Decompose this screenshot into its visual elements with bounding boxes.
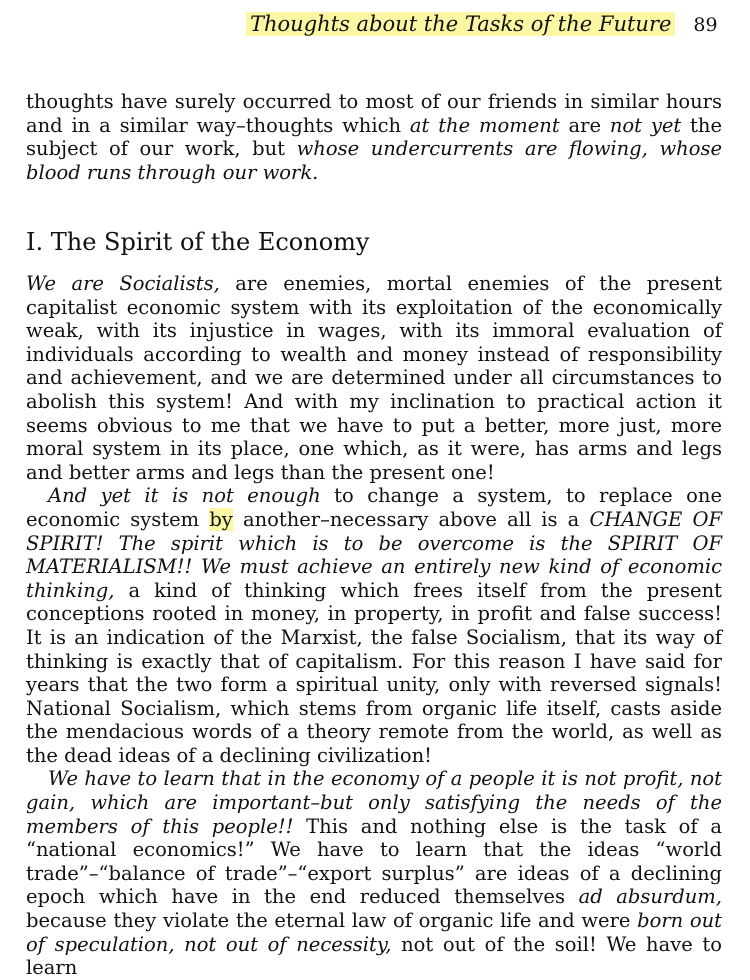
paragraph-1 — [26, 272, 722, 484]
text-run: a kind of thinking which frees itself from the present conceptions rooted in money, in property, in profit and false success! It is an indication of the Marxist, the false Socialism, that its way of thinking is exactly that of capitalism. For this reason I have said for years that the two form a spiritual unity, only with reversed signals! National Socialism, which stems from organic life itself, casts aside the mendacious words of a theory remote from the world, as well as the dead ideas of a declining civilization! — [26, 578, 722, 767]
emphasis: We are Socialists, — [26, 272, 220, 295]
emphasis: born out of speculation, not out of necessity, — [26, 909, 722, 956]
text-run: are enemies, mortal enemies of the present capitalist economic system with its exploitation of the economically weak, with its injustice in wages, with its immoral evaluation of individuals according to wealth and money instead of responsibility and achievement, and we are determined under all circumstances to abolish this system! And with my inclination to practical action it seems obvious to me that we have to put a better, more just, more moral system in its place, one which, as it were, has arms and legs and better arms and legs than the present one! — [26, 272, 722, 484]
section-body — [26, 272, 722, 980]
emphasis: ad absurdum, — [578, 885, 722, 909]
section-heading: I. The Spirit of the Economy — [26, 228, 370, 256]
text-run: This and nothing else is the task of a “national economics!” We have to learn that the ideas “world trade”–“balance of trade”–“export surplus” are ideas of a declining epoch which have in the end reduced themselves — [26, 814, 722, 909]
paragraph-2 — [26, 484, 722, 767]
running-head — [246, 10, 718, 39]
emphasis: not yet — [609, 113, 682, 137]
text-run: because they violate the eternal law of organic life and were — [26, 909, 638, 933]
text-run: another–necessary above all is a — [232, 507, 590, 531]
emphasis: We have to learn that in the economy of a people it is not profit, not gain, which are important–but only satisfying the needs of the members of this people!! — [26, 767, 722, 838]
running-head-title: Thoughts about the Tasks of the Future — [246, 12, 675, 36]
paragraph-3 — [26, 767, 722, 979]
text-run: not out of the soil! We have to learn — [26, 932, 722, 980]
text-run: the subject of our work, but — [26, 113, 722, 161]
emphasis: CHANGE OF SPIRIT! The spirit which is to be overcome is the SPIRIT OF MATERIALISM!! We must achieve an entirely new kind of economic thinking, — [26, 507, 722, 602]
emphasis: whose undercurrents are flowing, whose blood runs through our work. — [26, 137, 723, 184]
page-number: 89 — [693, 14, 718, 36]
emphasis: And yet it is not enough — [48, 484, 321, 508]
text-run: to change a system, to replace one economic system — [26, 484, 722, 531]
intro-paragraph — [26, 90, 722, 184]
text-run: thoughts have surely occurred to most of our friends in similar hours and in a similar way–thoughts which — [26, 90, 722, 137]
text-run: are — [559, 113, 610, 137]
emphasis: at the moment — [409, 113, 560, 137]
highlighted-word: by — [209, 507, 233, 531]
